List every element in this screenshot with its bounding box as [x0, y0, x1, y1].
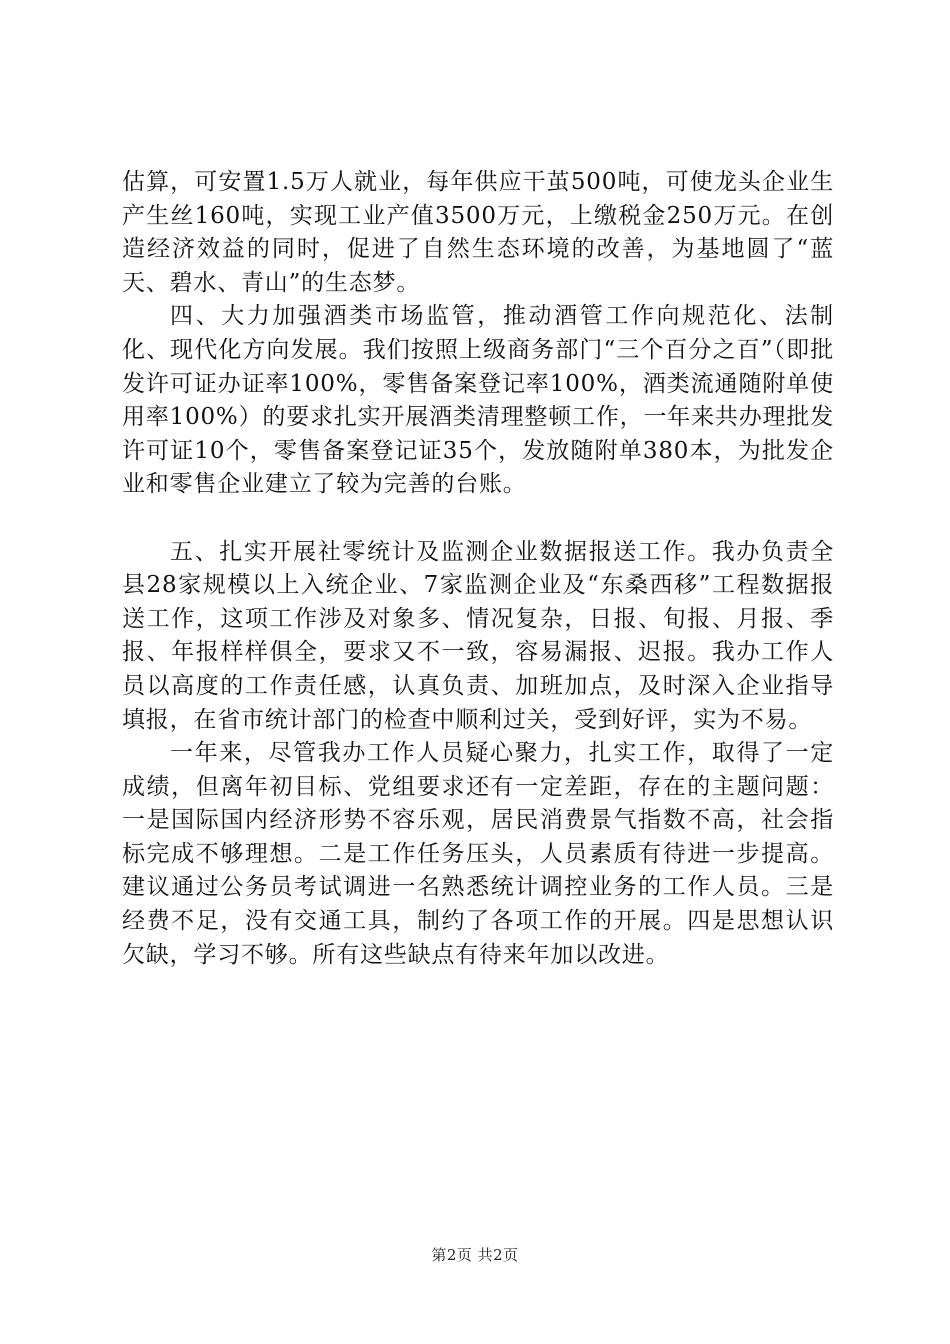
paragraph-section-five: 五、扎实开展社零统计及监测企业数据报送工作。我办负责全县28家规模以上入统企业、7家监测企业及“东桑西移”工程数据报送工作，这项工作涉及对象多、情况复杂，日报、旬报、月报、季报、年报样样俱全，要求又不一致，容易漏报、迟报。我办工作人员以高度的工作责任感，认真负责、加班加点，及时深入企业指导填报，在省市统计部门的检查中顺利过关，受到好评，实为不易。 [122, 538, 834, 733]
page-number-footer: 第2页 共2页 [431, 1246, 519, 1264]
paragraph-continuation: 估算，可安置1.5万人就业，每年供应干茧500吨，可使龙头企业生产生丝160吨，实现工业产值3500万元，上缴税金250万元。在创造经济效益的同时，促进了自然生态环境的改善，为基地圆了“蓝天、碧水、青山”的生态梦。 [122, 169, 834, 296]
paragraph-section-four: 四、大力加强酒类市场监管，推动酒管工作向规范化、法制化、现代化方向发展。我们按照上级商务部门“三个百分之百”（即批发许可证办证率100%，零售备案登记率100%，酒类流通随附单使用率100%）的要求扎实开展酒类清理整顿工作，一年来共办理批发许可证10个，零售备案登记证35个，发放随附单380本，为批发企业和零售企业建立了较为完善的台账。 [122, 303, 834, 498]
paragraph-summary: 一年来，尽管我办工作人员疑心聚力，扎实工作，取得了一定成绩，但离年初目标、党组要求还有一定差距，存在的主题问题：一是国际国内经济形势不容乐观，居民消费景气指数不高，社会指标完成不够理想。二是工作任务压头，人员素质有待进一步提高。建议通过公务员考试调进一名熟悉统计调控业务的工作人员。三是经费不足，没有交通工具，制约了各项工作的开展。四是思想认识欠缺，学习不够。所有这些缺点有待来年加以改进。 [122, 740, 834, 968]
document-body [122, 166, 834, 972]
paragraph-gap [122, 502, 834, 536]
